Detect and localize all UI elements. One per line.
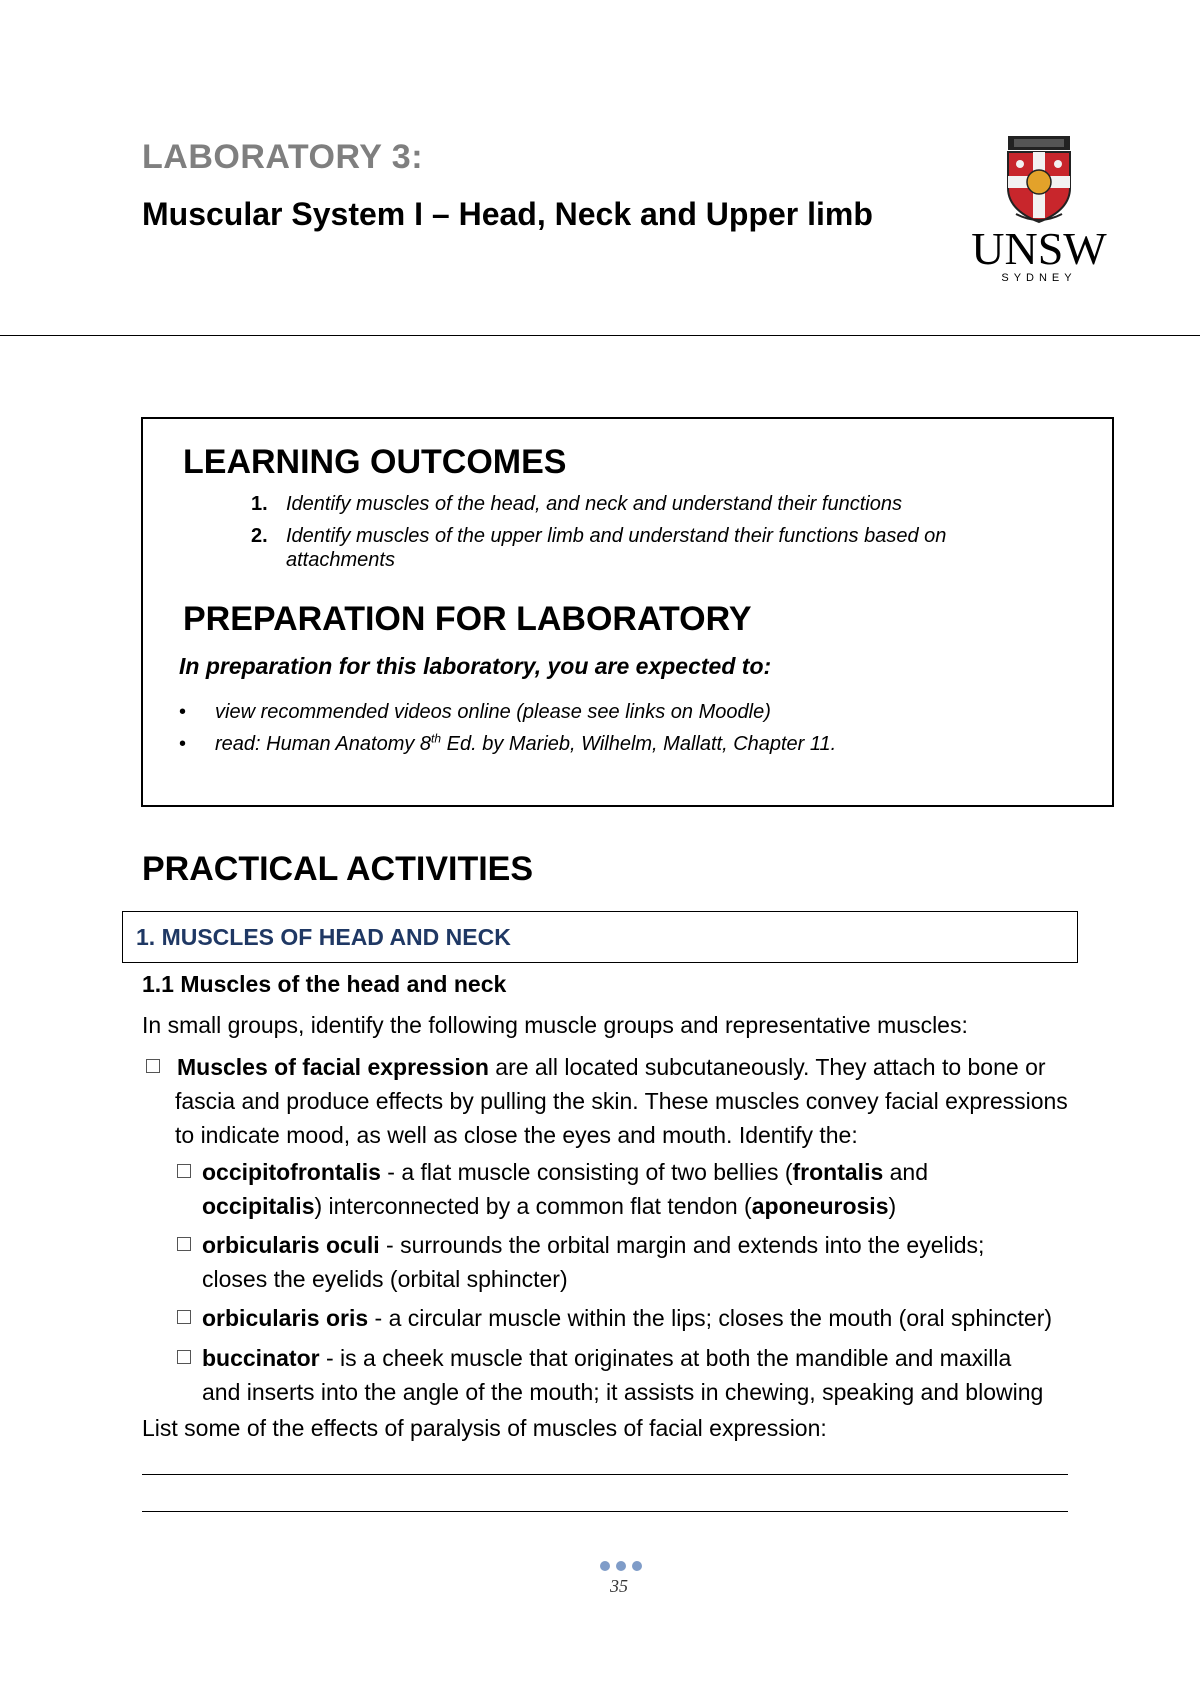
- unsw-logo: [964, 130, 1114, 290]
- outcome-text: Identify muscles of the upper limb and understand their functions based on attachments: [286, 525, 947, 571]
- page-number: 35: [610, 1576, 628, 1596]
- bullet-text: read: Human Anatomy 8th Ed. by Marieb, Wilhelm, Mallatt, Chapter 11.: [215, 731, 837, 755]
- outcome-text: Identify muscles of the head, and neck and understand their functions: [286, 493, 902, 515]
- answer-line[interactable]: [142, 1474, 1068, 1475]
- practical-activities-heading: PRACTICAL ACTIVITIES: [142, 850, 534, 888]
- checkbox-buccinator[interactable]: [177, 1350, 191, 1364]
- preparation-intro: In preparation for this laboratory, you are expected to:: [179, 653, 772, 679]
- preparation-bullet-2: [179, 732, 1079, 758]
- section-header-box: [122, 911, 1078, 963]
- answer-line[interactable]: [142, 1511, 1068, 1512]
- orbicularis-oculi-text: orbicularis oculi - surrounds the orbital margin and extends into the eyelids; closes the eyelids (orbital sphincter): [202, 1232, 985, 1292]
- bullet-icon: •: [179, 733, 187, 755]
- header-rule: [0, 335, 1200, 336]
- bullet-icon: •: [179, 701, 187, 723]
- checkbox-orbicularis-oculi[interactable]: [177, 1237, 191, 1251]
- subsection-title: 1.1 Muscles of the head and neck: [142, 971, 507, 997]
- logo-subtitle: SYDNEY: [1001, 272, 1077, 284]
- learning-outcomes-heading: LEARNING OUTCOMES: [183, 443, 567, 481]
- lab-title: LABORATORY 3:: [142, 138, 424, 176]
- checkbox-orbicularis-oris[interactable]: [177, 1310, 191, 1324]
- preparation-bullet-1: [179, 700, 1079, 726]
- orbicularis-oris-text: orbicularis oris - a circular muscle within the lips; closes the mouth (oral sphincter): [202, 1305, 1053, 1331]
- section-title: 1. MUSCLES OF HEAD AND NECK: [136, 924, 511, 950]
- checkbox-facial-expression[interactable]: [146, 1059, 160, 1073]
- outcome-number: 1.: [251, 493, 268, 515]
- page-dots-icon: [600, 1561, 648, 1573]
- checkbox-occipitofrontalis[interactable]: [177, 1164, 191, 1178]
- lab-subtitle: Muscular System I – Head, Neck and Upper limb: [142, 196, 873, 232]
- bullet-text: view recommended videos online (please see links on Moodle): [215, 701, 771, 723]
- buccinator-text: buccinator - is a cheek muscle that originates at both the mandible and maxilla and inserts into the angle of the mouth; it assists in chewing, speaking and blowing: [202, 1345, 1044, 1405]
- outcome-item-2: [251, 524, 1031, 574]
- logo-wordmark: UNSW: [971, 223, 1107, 274]
- occipitofrontalis-text: occipitofrontalis - a flat muscle consisting of two bellies (frontalis and occipitalis) interconnected by a common flat tendon (aponeurosis): [202, 1159, 929, 1219]
- outcome-number: 2.: [251, 525, 268, 547]
- unsw-crest-icon: [964, 130, 1114, 230]
- preparation-heading: PREPARATION FOR LABORATORY: [183, 600, 752, 638]
- facial-expression-text: Muscles of facial expression are all located subcutaneously. They attach to bone or fascia and produce effects by pulling the skin. These muscles convey facial expressions to indicate mood, as well as close the eyes and mouth. Identify the:: [175, 1054, 1068, 1148]
- outcome-item-1: [251, 492, 1031, 518]
- paralysis-question: List some of the effects of paralysis of muscles of facial expression:: [142, 1415, 827, 1441]
- intro-text: In small groups, identify the following muscle groups and representative muscles:: [142, 1012, 968, 1038]
